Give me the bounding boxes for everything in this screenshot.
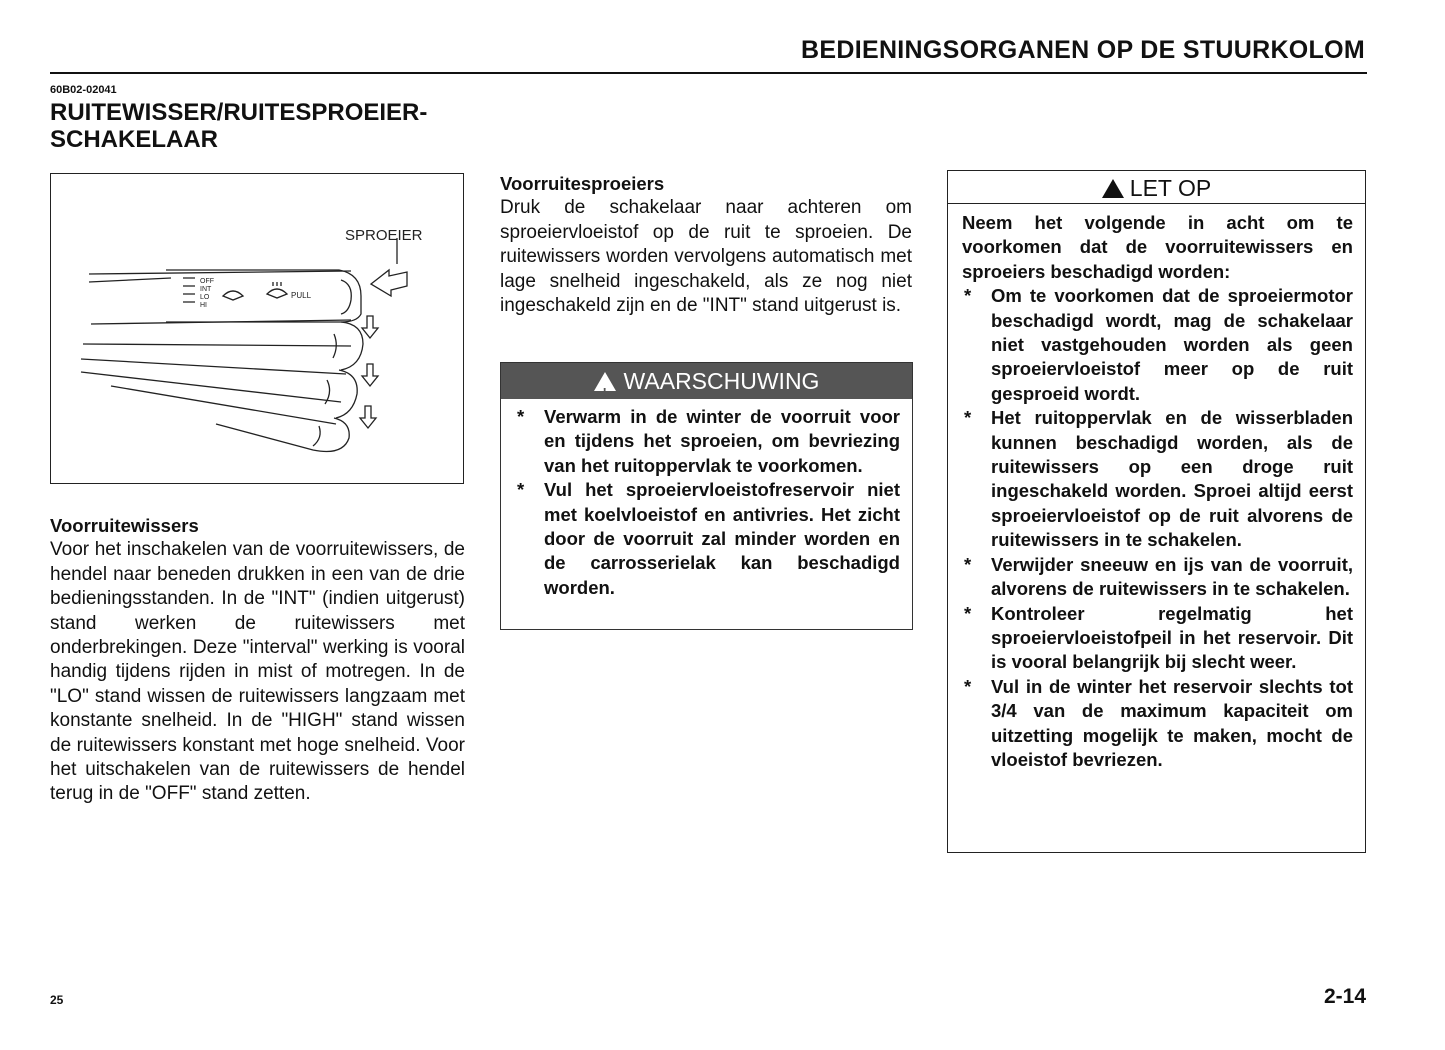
caution-box (947, 170, 1366, 853)
warning-item: * Verwarm in de winter de voorruit voor en tijdens het sproeien, om bevriezing van het ruitoppervlak te voorkomen. (517, 406, 900, 476)
lever-cap (313, 426, 320, 446)
caution-title: LET OP (1129, 175, 1212, 201)
lever-position-lo (336, 370, 357, 418)
caution-body (948, 204, 1365, 772)
lever-line (89, 278, 171, 282)
down-arrow-icon (360, 406, 376, 428)
lever-text-lo: LO (200, 294, 210, 301)
washers-heading: Voorruitesproeiers (500, 173, 665, 194)
page-number-left: 25 (50, 993, 64, 1007)
warning-title: WAARSCHUWING (623, 368, 820, 394)
down-arrow-icon (362, 364, 378, 386)
caution-item: * Het ruitoppervlak en de wisserbladen kunnen beschadigd worden, als de ruitewissers op een droge ruit ingeschakeld worden. Sproei altijd eerst sproeiervloeistof op de ruit alvorens de ruitewissers in te schakelen. (964, 407, 1353, 551)
lever-line (111, 386, 336, 424)
lever-text-off: OFF (200, 278, 214, 285)
lever-drawing (51, 174, 463, 483)
warning-header (501, 363, 912, 399)
spray-icon (273, 282, 281, 286)
wipers-text: Voor het inschakelen van de voorruitewissers, de hendel naar beneden drukken in een van de drie bedieningsstanden. In de "INT" (indien uitgerust) stand werken de ruitewissers met onderbrekingen. Deze "interval" werking is vooral handig tijdens rijden in mist of motregen. In de "LO" stand wissen de ruitewissers langzaam met konstante snelheid. In de "HIGH" stand wissen de ruitewissers konstant met hoge snelheid. Voor het uitschakelen van de ruitewissers de hendel terug in de "OFF" stand zetten. (50, 539, 465, 805)
push-arrow-icon (371, 270, 407, 296)
caution-item: * Vul in de winter het reservoir slechts tot 3/4 van de maximum kapaciteit om uitzetting mogelijk te maken, mocht de vloeistof bevriezen. (964, 675, 1353, 770)
page-number-right: 2-14 (1323, 985, 1366, 1008)
lever-line (83, 344, 351, 346)
warning-item: * Vul het sproeiervloeistofreservoir niet met koelvloeistof en antivries. Het zicht door de voorruit zal minder worden en de carrosserielak kan beschadigd worden. (517, 479, 900, 598)
document-code: 60B02-02041 (50, 84, 117, 96)
wipers-section (50, 514, 465, 807)
header-divider (50, 72, 1367, 74)
caution-header (948, 171, 1365, 204)
caution-triangle-icon (1102, 179, 1124, 198)
wiper-symbol-icon (223, 291, 243, 300)
wipers-heading: Voorruitewissers (50, 515, 199, 536)
warning-triangle-icon: ! (594, 372, 616, 391)
caution-item: * Kontroleer regelmatig het sproeiervloeistofpeil in het reservoir. Dit is vooral belangrijk bij slecht weer. (964, 602, 1353, 673)
lever-line (89, 271, 351, 274)
wiper-lever-illustration (50, 173, 464, 484)
pull-text: PULL (291, 291, 312, 300)
warning-box (500, 362, 913, 630)
caution-item: * Verwijder sneeuw en ijs van de voorruit, alvorens de ruitewissers in te schakelen. (964, 553, 1353, 600)
washers-text: Druk de schakelaar naar achteren om sproeiervloeistof op de ruit te sproeien. De ruitewissers worden vervolgens automatisch met lage snelheid ingeschakeld, als ze nog niet ingeschakeld zijn en de "INT" stand uitgerust is. (500, 197, 912, 317)
caution-intro: Neem het volgende in acht om te voorkomen dat de voorruitewissers en sproeiers beschadigd worden: (962, 212, 1353, 282)
page-header-title: BEDIENINGSORGANEN OP DE STUURKOLOM (801, 36, 1365, 64)
washers-section (500, 172, 912, 318)
lever-position-off (166, 270, 361, 322)
caution-item: * Om te voorkomen dat de sproeiermotor beschadigd wordt, mag de schakelaar niet vastgehouden worden als geen sproeiervloeistof meer op de ruit gesproeid wordt. (964, 285, 1353, 404)
lever-line (81, 359, 346, 374)
section-title: RUITEWISSER/RUITESPROEIER-SCHAKELAAR (50, 99, 428, 153)
lever-cap (341, 280, 351, 314)
lever-scale-ticks (183, 278, 195, 302)
washer-label: SPROEIER (345, 227, 423, 244)
lever-text-int: INT (200, 286, 212, 293)
lever-text-hi: HI (200, 302, 207, 309)
down-arrow-icon (362, 316, 378, 338)
washer-symbol-icon (267, 289, 287, 298)
warning-body (501, 399, 912, 600)
